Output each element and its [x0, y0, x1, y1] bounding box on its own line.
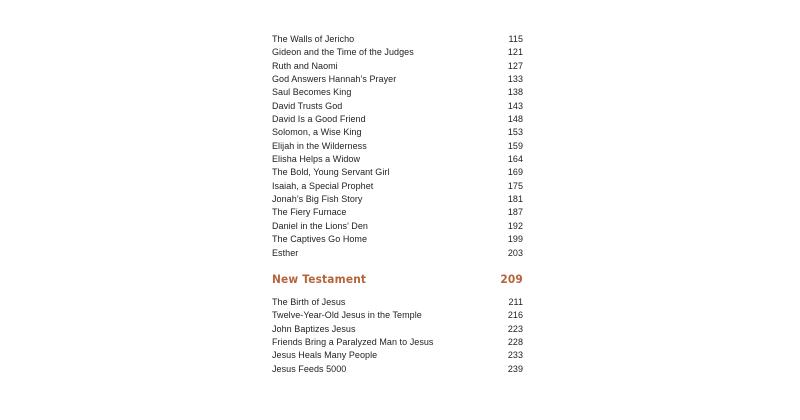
toc-entry-page: 223 — [507, 323, 523, 334]
toc-entry — [272, 296, 523, 309]
section-heading-title: New Testament — [272, 271, 367, 286]
toc-entry-title: The Captives Go Home — [272, 234, 368, 245]
toc-entry — [272, 193, 523, 206]
toc-entry — [272, 113, 523, 126]
toc-entry — [272, 46, 523, 59]
toc-entry — [272, 323, 523, 336]
toc-entry-page: 159 — [507, 140, 523, 151]
toc-entry — [272, 33, 523, 46]
toc-entry-page: 203 — [507, 247, 523, 258]
toc-entry-page: 148 — [507, 114, 523, 125]
toc-entry-page: 153 — [507, 127, 523, 138]
toc-entry-title: God Answers Hannah’s Prayer — [272, 74, 397, 85]
toc-entry — [272, 233, 523, 246]
toc-entry — [272, 349, 523, 362]
toc-entry-page: 216 — [507, 310, 523, 321]
toc-entry-page: 228 — [507, 336, 523, 347]
toc-entry-title: Esther — [272, 247, 299, 258]
toc-entry-title: The Fiery Furnace — [272, 207, 347, 218]
toc-entry — [272, 309, 523, 322]
toc-entry-title: Daniel in the Lions’ Den — [272, 220, 368, 231]
toc-entry-page: 127 — [507, 60, 523, 71]
toc-entry — [272, 363, 523, 376]
toc-entry — [272, 140, 523, 153]
toc-entry-title: John Baptizes Jesus — [272, 323, 356, 334]
toc-entry-page: 138 — [507, 87, 523, 98]
toc-entry — [272, 73, 523, 86]
toc-entry — [272, 86, 523, 99]
toc-entry — [272, 60, 523, 73]
toc-entry-title: Jesus Heals Many People — [272, 350, 378, 361]
toc-entry — [272, 247, 523, 260]
toc-entry — [272, 336, 523, 349]
toc-entry-title: David Is a Good Friend — [272, 114, 366, 125]
toc-entry-page: 121 — [507, 47, 523, 58]
toc-entry-page: 164 — [507, 154, 523, 165]
toc-entry — [272, 180, 523, 193]
toc-entry-page: 233 — [507, 350, 523, 361]
toc-entry-title: Jesus Feeds 5000 — [272, 363, 347, 374]
toc-entry-page: 192 — [507, 220, 523, 231]
toc-entry — [272, 153, 523, 166]
toc-entry-page: 211 — [508, 296, 523, 307]
toc-entry-title: David Trusts God — [272, 100, 343, 111]
toc-entry-page: 187 — [507, 207, 523, 218]
table-of-contents — [272, 33, 523, 376]
toc-entry-page: 239 — [507, 363, 523, 374]
toc-entry-title: The Bold, Young Servant Girl — [272, 167, 390, 178]
toc-entry-page: 169 — [507, 167, 523, 178]
toc-entry-title: Elijah in the Wilderness — [272, 140, 367, 151]
toc-entry-title: Jonah’s Big Fish Story — [272, 194, 363, 205]
toc-entry-page: 181 — [507, 194, 523, 205]
toc-entry-title: The Walls of Jericho — [272, 34, 355, 44]
toc-list-new-testament — [272, 296, 523, 376]
section-heading-new-testament — [272, 271, 523, 287]
toc-entry-title: Solomon, a Wise King — [272, 127, 362, 138]
toc-entry — [272, 206, 523, 219]
toc-entry-page: 199 — [507, 234, 523, 245]
toc-entry-page: 143 — [507, 100, 523, 111]
toc-entry — [272, 126, 523, 139]
toc-entry-page: 133 — [507, 74, 523, 85]
toc-entry-title: Friends Bring a Paralyzed Man to Jesus — [272, 336, 434, 347]
toc-entry-title: Ruth and Naomi — [272, 60, 338, 71]
toc-entry-title: Twelve-Year-Old Jesus in the Temple — [272, 310, 422, 321]
toc-entry-title: Elisha Helps a Widow — [272, 154, 361, 165]
toc-entry-page: 175 — [507, 180, 523, 191]
toc-entry-title: The Birth of Jesus — [272, 296, 346, 307]
toc-entry — [272, 100, 523, 113]
toc-list-old-testament — [272, 33, 523, 260]
toc-entry-title: Gideon and the Time of the Judges — [272, 47, 414, 58]
toc-entry-title: Saul Becomes King — [272, 87, 352, 98]
toc-entry — [272, 220, 523, 233]
toc-entry-page: 115 — [508, 34, 523, 44]
toc-entry-title: Isaiah, a Special Prophet — [272, 180, 374, 191]
toc-entry — [272, 166, 523, 179]
section-heading-page: 209 — [500, 271, 523, 286]
